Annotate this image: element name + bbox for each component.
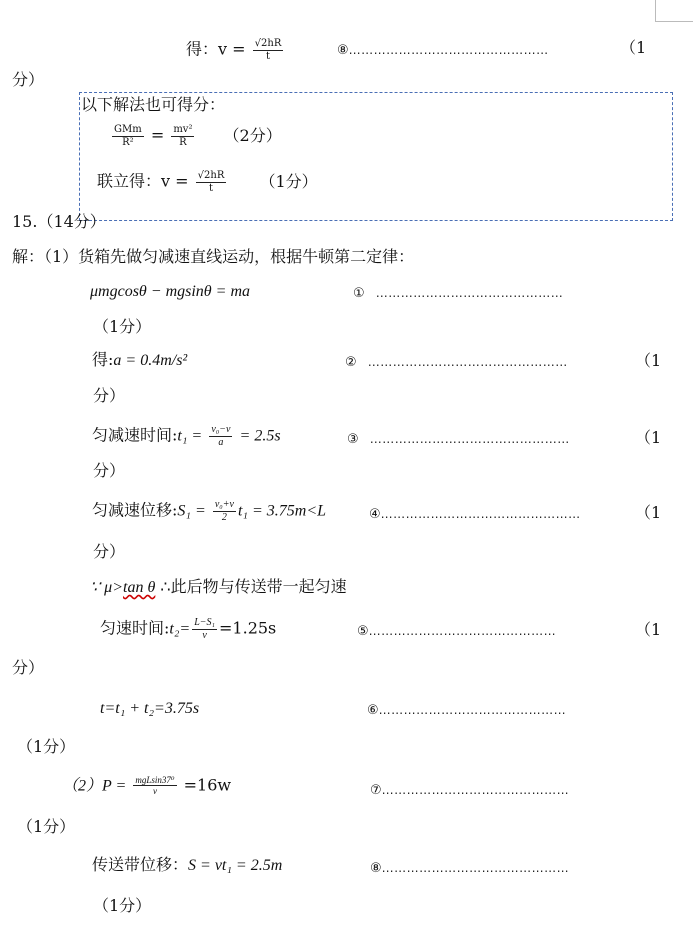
eq8-prefix: 传送带位移： (92, 855, 189, 874)
marker-6: ⑥ (367, 703, 379, 718)
eq5-numerator: L−S₁ (194, 617, 216, 628)
eq5-rhs: =1.25s (219, 618, 277, 638)
marker-3: ③ (347, 432, 359, 447)
score-1: （1分） (93, 317, 152, 336)
top-fraction (253, 38, 284, 62)
score-2-close: 分） (93, 386, 126, 405)
eq3-prefix: 匀减速时间: (92, 425, 178, 445)
eq7-numerator: mgLsin37⁰ (135, 775, 175, 785)
note-tan: tan θ (123, 579, 156, 596)
box-eq2-denominator: t (208, 182, 214, 194)
box-equation-1 (110, 124, 282, 148)
top-eq-prefix: 得：v = (186, 39, 246, 59)
eq7-fraction (133, 775, 176, 797)
note-text: ∴此后物与传送带一起匀速 (155, 577, 347, 596)
marker-8: ⑧ (370, 861, 382, 876)
question-15-heading: 15.（14分） (12, 212, 106, 231)
eq3-denominator: a (218, 436, 224, 448)
eq3-numerator: v₀−v (211, 424, 231, 435)
box-intro: 以下解法也可得分： (81, 95, 226, 114)
eq4-prefix: 匀减速位移: (92, 500, 178, 520)
top-marker: ⑧ (337, 43, 349, 58)
box-eq2-fraction (196, 170, 227, 194)
top-score-close: 分） (12, 70, 45, 89)
marker-1: ① (353, 286, 365, 301)
leader-5 (357, 622, 556, 638)
eq5-lhs: t₂= (169, 620, 191, 638)
equation-1: μmgcosθ − mgsinθ = ma (90, 283, 251, 300)
leader-8 (370, 859, 569, 875)
eq3-rhs: = 2.5s (239, 427, 281, 445)
box-eq1-score: （2分） (223, 125, 282, 145)
box-eq1-num-left: GMm (114, 124, 142, 135)
eq4-lhs: S₁ = (177, 502, 206, 520)
dots-6: ……………………………………… (378, 703, 567, 717)
score-3-close: 分） (93, 461, 126, 480)
box-eq2-score: （1分） (259, 171, 318, 191)
eq7-prefix: （2）P = (62, 777, 127, 795)
leader-7 (370, 781, 569, 797)
equation-6: t=t₁ + t₂=3.75s (100, 700, 200, 717)
eq4-rhs: t₁ = 3.75m<L (237, 502, 327, 520)
eq5-fraction (192, 617, 217, 641)
score-3-open: （1 (635, 428, 662, 447)
score-4-close: 分） (93, 542, 126, 561)
top-dots: ………………………………………… (348, 43, 549, 57)
box-eq1-den-left: R² (122, 136, 134, 148)
eq7-rhs: =16w (183, 775, 232, 795)
top-leader (337, 41, 549, 57)
leader-1 (353, 284, 563, 300)
marker-5: ⑤ (357, 624, 369, 639)
leader-6 (367, 701, 566, 717)
eq7-denominator: v (152, 786, 157, 797)
eq4-numerator: v₀+v (214, 499, 234, 510)
equation-7 (62, 775, 231, 797)
dots-3: ………………………………………… (369, 432, 570, 446)
equation-2 (92, 352, 187, 369)
score-4-open: （1 (635, 503, 662, 522)
equation-3 (92, 424, 281, 448)
top-frac-denominator: t (265, 50, 271, 62)
note-prefix: ∵ μ> (90, 579, 124, 596)
leader-2 (345, 353, 568, 369)
eq8-formula: S = vt₁ = 2.5m (188, 857, 283, 874)
dots-8: ……………………………………… (381, 861, 570, 875)
score-7: （1分） (17, 817, 76, 836)
box-eq2-prefix: 联立得：v = (97, 171, 189, 191)
leader-3 (347, 430, 570, 446)
box-eq1-right-fraction (171, 124, 194, 148)
eq4-fraction (213, 499, 236, 523)
equation-4 (92, 499, 326, 523)
dots-5: ……………………………………… (368, 624, 557, 638)
marker-4: ④ (369, 507, 381, 522)
box-eq2-numerator: √2hR (197, 170, 225, 181)
box-eq1-num-right: mv² (173, 124, 193, 135)
score-6: （1分） (17, 737, 76, 756)
dots-1: ……………………………………… (375, 286, 564, 300)
box-equation-2 (97, 170, 318, 194)
dots-7: ……………………………………… (381, 783, 570, 797)
eq3-lhs: t₁ = (177, 427, 203, 445)
score-5-open: （1 (635, 620, 662, 639)
top-score-open: （1 (620, 38, 647, 57)
eq5-denominator: v (202, 629, 207, 641)
dots-2: ………………………………………… (367, 355, 568, 369)
condition-note (90, 579, 347, 596)
eq2-prefix: 得: (92, 350, 114, 369)
eq2-formula: a = 0.4m/s² (113, 352, 188, 369)
equation-5 (100, 617, 276, 641)
box-eq1-den-right: R (179, 136, 187, 148)
score-8: （1分） (93, 896, 152, 915)
question-15-intro: 解：（1）货箱先做匀减速直线运动，根据牛顿第二定律： (12, 247, 415, 266)
score-2-open: （1 (635, 351, 662, 370)
top-equation (186, 38, 285, 62)
page-corner-mark (655, 0, 693, 22)
eq4-denominator: 2 (221, 511, 227, 523)
top-frac-numerator: √2hR (254, 38, 282, 49)
box-eq1-equals: = (150, 125, 165, 145)
score-5-close: 分） (12, 658, 45, 677)
leader-4 (369, 505, 581, 521)
equation-8 (92, 857, 282, 874)
marker-2: ② (345, 355, 357, 370)
eq5-prefix: 匀速时间: (100, 618, 170, 638)
box-eq1-left-fraction (112, 124, 144, 148)
eq3-fraction (209, 424, 232, 448)
marker-7: ⑦ (370, 783, 382, 798)
dots-4: ………………………………………… (380, 507, 581, 521)
